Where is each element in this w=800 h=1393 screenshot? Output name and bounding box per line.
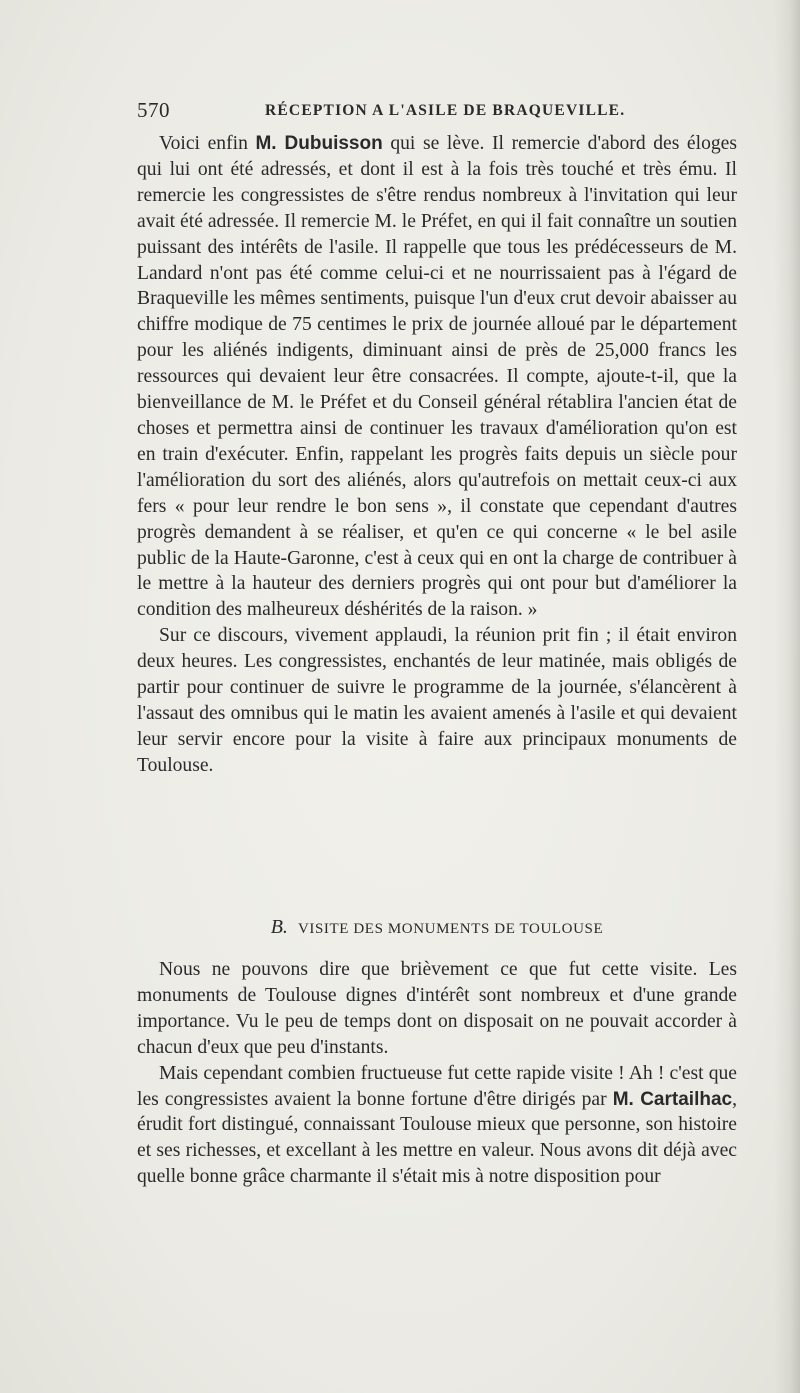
running-header <box>137 98 737 124</box>
body-text-upper <box>137 131 737 779</box>
paragraph-dubuisson: Voici enfin M. Dubuisson qui se lève. Il remercie d'abord des éloges qui lui ont été adressés, et dont il est à la fois très touché et très ému. Il remercie les congressistes de s'être rendus nombreux à l'invitation qui leur avait été adressée. Il remercie M. le Préfet, en qui il fait connaître un soutien puissant des intérêts de l'asile. Il rappelle que tous les prédécesseurs de M. Landard n'ont pas été comme celui-ci et ne nourrissaient pas à l'égard de Braqueville les mêmes sentiments, puisque l'un d'eux crut devoir abaisser au chiffre modique de 75 centimes le prix de journée alloué par le département pour les aliénés indigents, diminuant ainsi de près de 25,000 francs les ressources qui devaient leur être consacrées. Il compte, ajoute-t-il, que la bienveillance de M. le Préfet et du Conseil général rétablira l'ancien état de choses et permettra ainsi de continuer les travaux d'amélioration qu'on est en train d'exécuter. Enfin, rappelant les progrès faits depuis un siècle pour l'amélioration du sort des aliénés, alors qu'autrefois on mettait ceux-ci aux fers « pour leur rendre le bon sens », il constate que cependant d'autres progrès demandent à se réaliser, et qu'en ce qui concerne « le bel asile public de la Haute-Garonne, c'est à ceux qui en ont la charge de contribuer à le mettre à la hauteur des derniers progrès qui ont pour but d'améliorer la condition des malheureux déshérités de la raison. » <box>137 133 737 621</box>
section-heading <box>137 916 737 942</box>
guide-name: M. Cartailhac <box>612 1088 733 1110</box>
body-text-lower <box>137 957 737 1190</box>
paragraph-end-of-meeting: Sur ce discours, vivement applaudi, la réunion prit fin ; il était environ deux heures. Les congressistes, enchantés de leur matinée, mais obligés de partir pour continuer de suivre le programme de la journée, s'élancèrent à l'assaut des omnibus qui le matin les avaient amenés à l'asile et qui devaient leur servir encore pour la visite à faire aux principaux monuments de Toulouse. <box>137 625 737 776</box>
paragraph-cartailhac: Mais cependant combien fructueuse fut cette rapide visite ! Ah ! c'est que les congressistes avaient la bonne fortune d'être dirigés par M. Cartailhac, érudit fort distingué, connaissant Toulouse mieux que personne, son histoire et ses richesses, et excellant à les mettre en valeur. Nous avons dit déjà avec quelle bonne grâce charmante il s'était mis à notre disposition pour <box>137 1062 737 1188</box>
section-title: VISITE DES MONUMENTS DE TOULOUSE <box>297 921 604 937</box>
page-edge-shadow <box>774 0 800 1393</box>
running-title: RÉCEPTION A L'ASILE DE BRAQUEVILLE. <box>265 102 626 119</box>
speaker-name: M. Dubuisson <box>255 133 383 154</box>
section-letter: B. <box>270 916 288 938</box>
paragraph-visit-intro: Nous ne pouvons dire que brièvement ce que fut cette visite. Les monuments de Toulouse dignes d'intérêt sont nombreux et d'une grande importance. Vu le peu de temps dont on disposait on ne pouvait accorder à chacun d'eux que peu d'instants. <box>137 959 737 1058</box>
page-number: 570 <box>137 98 170 122</box>
